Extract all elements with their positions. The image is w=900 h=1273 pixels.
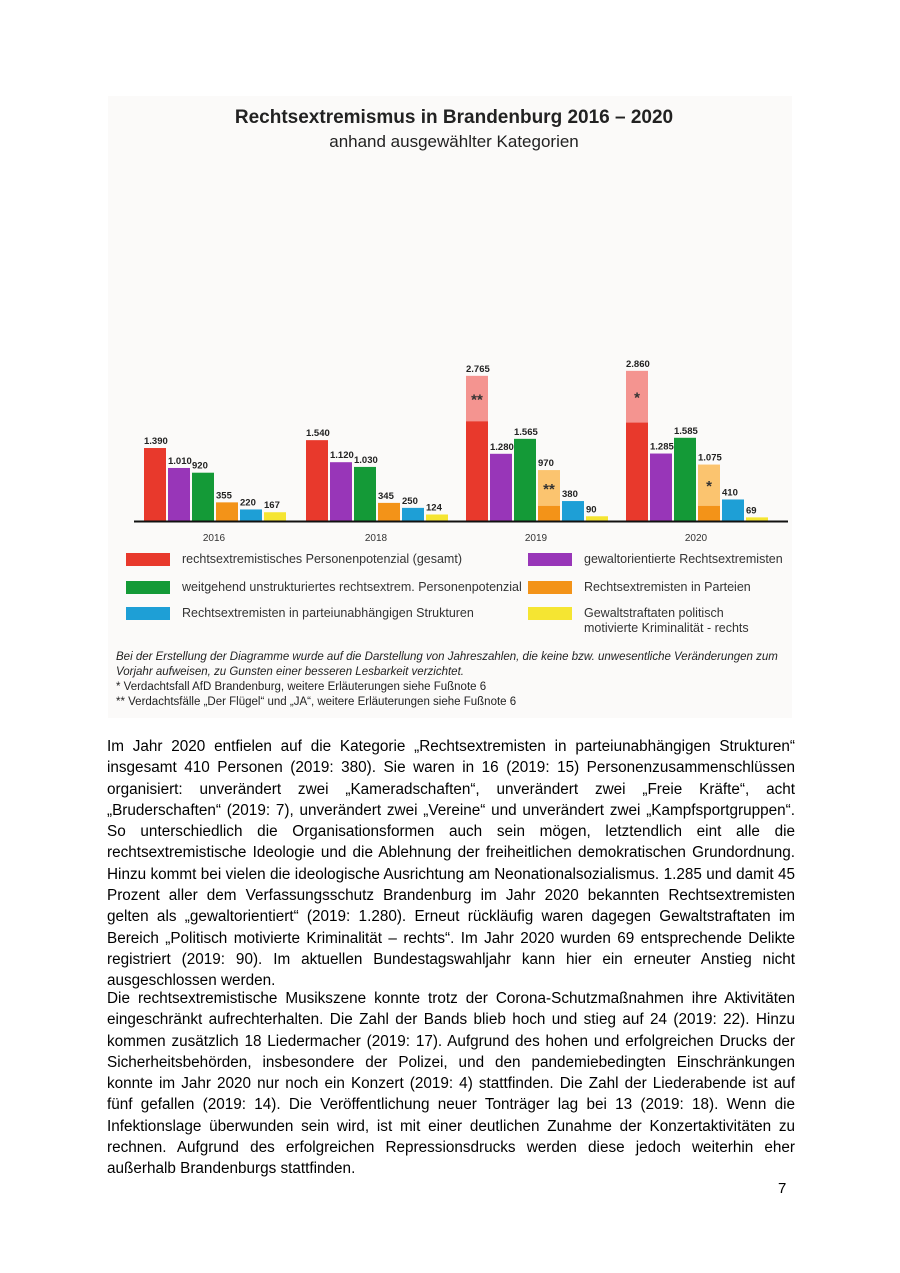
data-label: 1.075: [698, 452, 722, 464]
chart-notes: [116, 650, 786, 710]
legend-swatch-parteiunabhaengig: [126, 607, 170, 620]
legend-swatch-parteien: [528, 581, 572, 594]
bar: [698, 506, 720, 521]
bar: [216, 502, 238, 521]
x-tick-label: 2019: [524, 533, 548, 544]
chart-note-intro: Bei der Erstellung der Diagramme wurde auf die Darstellung von Jahreszahlen, die keine bzw. unwesentliche Veränderungen zum Vorjahr aufweisen, zu Gunsten einer besseren Lesbarkeit verzichtet.: [116, 651, 778, 678]
bar: [330, 462, 352, 521]
chart-note-double-star: ** Verdachtsfälle „Der Flügel“ und „JA“, weitere Erläuterungen siehe Fußnote 6: [116, 696, 517, 708]
data-label: 124: [426, 502, 442, 514]
x-tick-label: 2018: [364, 533, 388, 544]
legend-item-personenpotenzial: [126, 552, 462, 567]
bar: [402, 508, 424, 521]
data-label: 1.120: [330, 450, 354, 462]
x-tick-labels: [203, 533, 708, 544]
data-label: 1.030: [354, 454, 378, 466]
data-label: 220: [240, 497, 256, 509]
data-label: 920: [192, 460, 208, 472]
bar: [650, 454, 672, 521]
bar: [466, 421, 488, 521]
data-label: 2.765: [466, 363, 490, 375]
bar: [426, 514, 448, 521]
bar: [240, 509, 262, 521]
data-label: 69: [746, 505, 757, 517]
body-paragraph: Im Jahr 2020 entfielen auf die Kategorie „Rechtsextremisten in parteiunabhängigen Strukturen“ insgesamt 410 Personen (2019: 380). Sie waren in 16 (2019: 15) Personenzusammenschlüssen organisiert: unverändert zwei „Kameradschaften“, unverändert zwei „Freie Kräfte“, acht „Bruderschaften“ (2019: 7), unverändert zwei „Vereine“ und unverändert zwei „Kampfsportgruppen“. So unterschiedlich die Organisationsformen auch sein mögen, letztendlich eint alle die rechtsextremistische Ideologie und die Ablehnung der freiheitlichen demokratischen Grundordnung. Hinzu kommt bei vielen die ideologische Ausrichtung am Neonationalsozialismus. 1.285 und damit 45 Prozent aller dem Verfassungsschutz Brandenburg im Jahr 2020 bekannten Rechtsextremisten gelten als „gewaltorientiert“ (2019: 1.280). Erneut rückläufig waren dagegen Gewaltstraftaten im Bereich „Politisch motivierte Kriminalität – rechts“. Im Jahr 2020 wurden 69 entsprechende Delikte registriert (2019: 90). Im aktuellen Bundestagswahljahr kann hier ein erneuter Anstieg nicht ausgeschlossen werden.: [107, 738, 795, 990]
legend-swatch-gewaltorientiert: [528, 553, 572, 566]
chart-subtitle: anhand ausgewählter Kategorien: [329, 132, 579, 151]
chart-figure: [108, 96, 792, 718]
legend-swatch-unstrukturiert: [126, 581, 170, 594]
bar: [490, 454, 512, 521]
bar: [674, 438, 696, 521]
bar: [722, 499, 744, 521]
data-label: 1.390: [144, 436, 168, 448]
page-number: 7: [778, 1180, 787, 1197]
data-label: 355: [216, 490, 232, 502]
data-label: 970: [538, 458, 554, 470]
bar: [538, 506, 560, 521]
legend-label: gewaltorientierte Rechtsextremisten: [584, 552, 783, 566]
bar: [626, 423, 648, 521]
legend-label: rechtsextremistisches Personenpotenzial (gesamt): [182, 552, 462, 566]
x-tick-label: 2020: [684, 533, 708, 544]
legend-label: weitgehend unstrukturiertes rechtsextrem. Personenpotenzial: [182, 580, 522, 594]
verdacht-marker: *: [634, 389, 640, 407]
data-label: 90: [586, 504, 597, 516]
bar: [586, 516, 608, 521]
bar: [264, 512, 286, 521]
body-paragraph: Die rechtsextremistische Musikszene konnte trotz der Corona-Schutzmaßnahmen ihre Aktivitäten eingeschränkt aufrechterhalten. Die Zahl der Bands blieb hoch und stieg auf 24 (2019: 22). Hinzu kommen zusätzlich 18 Liedermacher (2019: 17). Aufgrund des hohen und erfolgreichen Drucks der Sicherheitsbehörden, insbesondere der Polizei, und den pandemiebedingten Einschränkungen konnte im Jahr 2020 nur noch ein Konzert (2019: 4) stattfinden. Die Zahl der Liederabende ist auf fünf gefallen (2019: 14). Die Veröffentlichung neuer Tonträger lag bei 13 (2019: 18). Wenn die Infektionslage überwunden sein wird, ist mit einer deutlichen Zunahme der Konzertaktivitäten zu rechnen. Aufgrund des erfolgreichen Repressionsdrucks werden diese jedoch weiterhin eher außerhalb Brandenburgs stattfinden.: [107, 990, 795, 1178]
data-label: 1.010: [168, 455, 192, 467]
data-label: 380: [562, 489, 578, 501]
x-tick-label: 2016: [202, 533, 226, 544]
legend-item-parteien: [528, 580, 751, 595]
data-label: 1.565: [514, 426, 538, 438]
bar: [144, 448, 166, 521]
data-label: 410: [722, 487, 738, 499]
data-label: 250: [402, 495, 418, 507]
verdacht-marker: *: [706, 478, 712, 496]
bar: [514, 439, 536, 521]
chart-title: Rechtsextremismus in Brandenburg 2016 – 2020: [234, 107, 674, 128]
data-label: 1.280: [490, 441, 514, 453]
bar: [306, 440, 328, 521]
verdacht-marker: **: [543, 480, 555, 498]
bar: [378, 503, 400, 521]
data-label: 1.285: [650, 441, 674, 453]
legend-label: Gewaltstraftaten politisch motivierte Kriminalität - rechts: [584, 606, 749, 635]
bar: [562, 501, 584, 521]
data-label: 1.585: [674, 425, 698, 437]
legend-item-gewaltorientiert: [528, 552, 783, 567]
data-label: 2.860: [626, 358, 650, 370]
legend-swatch-personenpotenzial: [126, 553, 170, 566]
legend-swatch-gewaltstraftaten: [528, 607, 572, 620]
bar: [192, 473, 214, 521]
legend-item-gewaltstraftaten: [528, 606, 768, 636]
bar: [168, 468, 190, 521]
bar: [354, 467, 376, 521]
legend-item-parteiunabhaengig: [126, 606, 474, 621]
data-label: 345: [378, 490, 394, 502]
legend-label: Rechtsextremisten in Parteien: [584, 580, 751, 594]
data-label: 167: [264, 500, 280, 512]
verdacht-marker: **: [471, 391, 483, 409]
legend-label: Rechtsextremisten in parteiunabhängigen Strukturen: [182, 606, 474, 620]
data-label: 1.540: [306, 428, 330, 440]
bar: [746, 517, 768, 521]
legend-item-unstrukturiert: [126, 580, 522, 595]
chart-note-single-star: * Verdachtsfall AfD Brandenburg, weitere Erläuterungen siehe Fußnote 6: [116, 681, 487, 693]
bars-layer: [144, 359, 768, 521]
